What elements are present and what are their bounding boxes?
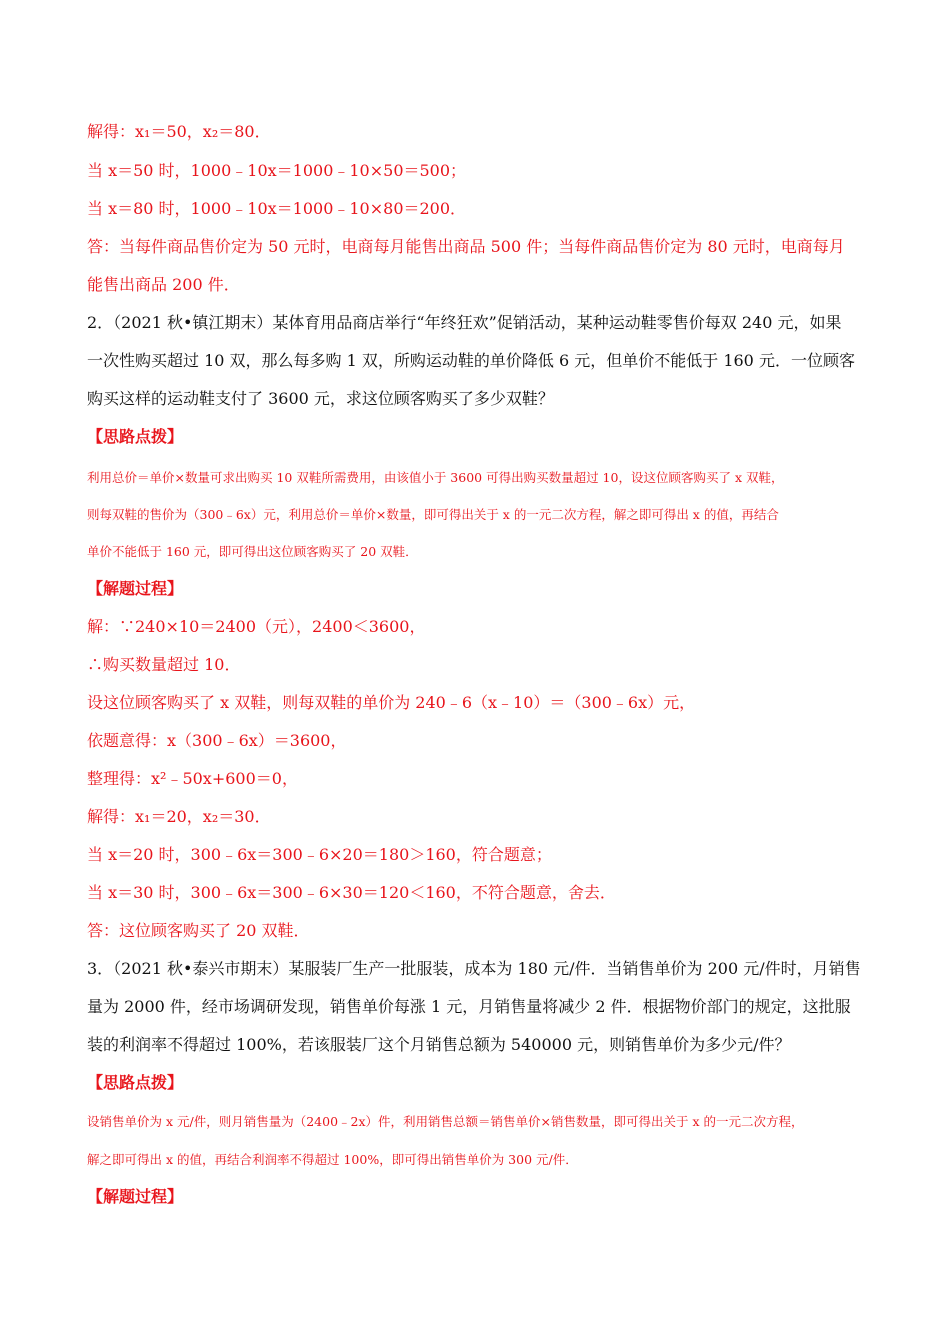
hint-line: 设销售单价为 x 元/件，则月销售量为（2400﹣2x）件，利用销售总额＝销售单价×销售数量，即可得出关于 x 的一元二次方程， xyxy=(87,1114,804,1129)
question-3-line: 装的利润率不得超过 100%，若该服装厂这个月销售总额为 540000 元，则销售单价为多少元/件？ xyxy=(87,1035,791,1054)
question-3-line: 3．（2021 秋•泰兴市期末）某服装厂生产一批服装，成本为 180 元/件．当销售单价为 200 元/件时，月销售 xyxy=(87,959,861,978)
hint-line: 解之即可得出 x 的值，再结合利润率不得超过 100%，即可得出销售单价为 300 元/件． xyxy=(87,1152,578,1167)
solution-line: 当 x＝20 时，300﹣6x＝300﹣6×20＝180＞160，符合题意； xyxy=(87,845,552,864)
solution-line: 答：这位顾客购买了 20 双鞋． xyxy=(87,921,310,940)
section-heading-hint: 【思路点拨】 xyxy=(87,427,184,446)
section-heading-solution: 【解题过程】 xyxy=(87,579,184,598)
hint-line: 单价不能低于 160 元，即可得出这位顾客购买了 20 双鞋． xyxy=(87,544,418,559)
question-2-line: 2．（2021 秋•镇江期末）某体育用品商店举行“年终狂欢”促销活动，某种运动鞋零售价每双 240 元，如果 xyxy=(87,313,842,332)
solution-line: 依题意得：x（300﹣6x）＝3600， xyxy=(87,731,347,750)
section-heading-hint: 【思路点拨】 xyxy=(87,1073,184,1092)
text-line: 当 x＝80 时，1000﹣10x＝1000﹣10×80＝200． xyxy=(87,199,467,218)
text-line: 能售出商品 200 件． xyxy=(87,275,240,294)
text-line: 解得：x₁＝50，x₂＝80． xyxy=(87,122,271,141)
solution-line: 整理得：x²﹣50x+600＝0， xyxy=(87,769,298,788)
hint-line: 则每双鞋的售价为（300﹣6x）元，利用总价＝单价×数量，即可得出关于 x 的一元二次方程，解之即可得出 x 的值，再结合 xyxy=(87,507,779,522)
solution-line: 当 x＝30 时，300﹣6x＝300﹣6×30＝120＜160，不符合题意，舍去． xyxy=(87,883,616,902)
solution-line: 解：∵240×10＝2400（元），2400＜3600， xyxy=(87,617,426,636)
question-3-line: 量为 2000 件，经市场调研发现，销售单价每涨 1 元，月销售量将减少 2 件．根据物价部门的规定，这批服 xyxy=(87,997,851,1016)
hint-line: 利用总价＝单价×数量可求出购买 10 双鞋所需费用，由该值小于 3600 可得出购买数量超过 10，设这位顾客购买了 x 双鞋， xyxy=(87,470,784,485)
question-2-line: 购买这样的运动鞋支付了 3600 元，求这位顾客购买了多少双鞋？ xyxy=(87,389,554,408)
question-2-line: 一次性购买超过 10 双，那么每多购 1 双，所购运动鞋的单价降低 6 元，但单价不能低于 160 元．一位顾客 xyxy=(87,351,855,370)
text-line: 当 x＝50 时，1000﹣10x＝1000﹣10×50＝500； xyxy=(87,161,467,180)
solution-line: 设这位顾客购买了 x 双鞋，则每双鞋的单价为 240﹣6（x﹣10）＝（300﹣6x）元， xyxy=(87,693,696,712)
section-heading-solution: 【解题过程】 xyxy=(87,1187,184,1206)
solution-line: 解得：x₁＝20，x₂＝30． xyxy=(87,807,271,826)
text-line: 答：当每件商品售价定为 50 元时，电商每月能售出商品 500 件；当每件商品售价定为 80 元时，电商每月 xyxy=(87,237,845,256)
solution-line: ∴购买数量超过 10． xyxy=(87,655,241,674)
